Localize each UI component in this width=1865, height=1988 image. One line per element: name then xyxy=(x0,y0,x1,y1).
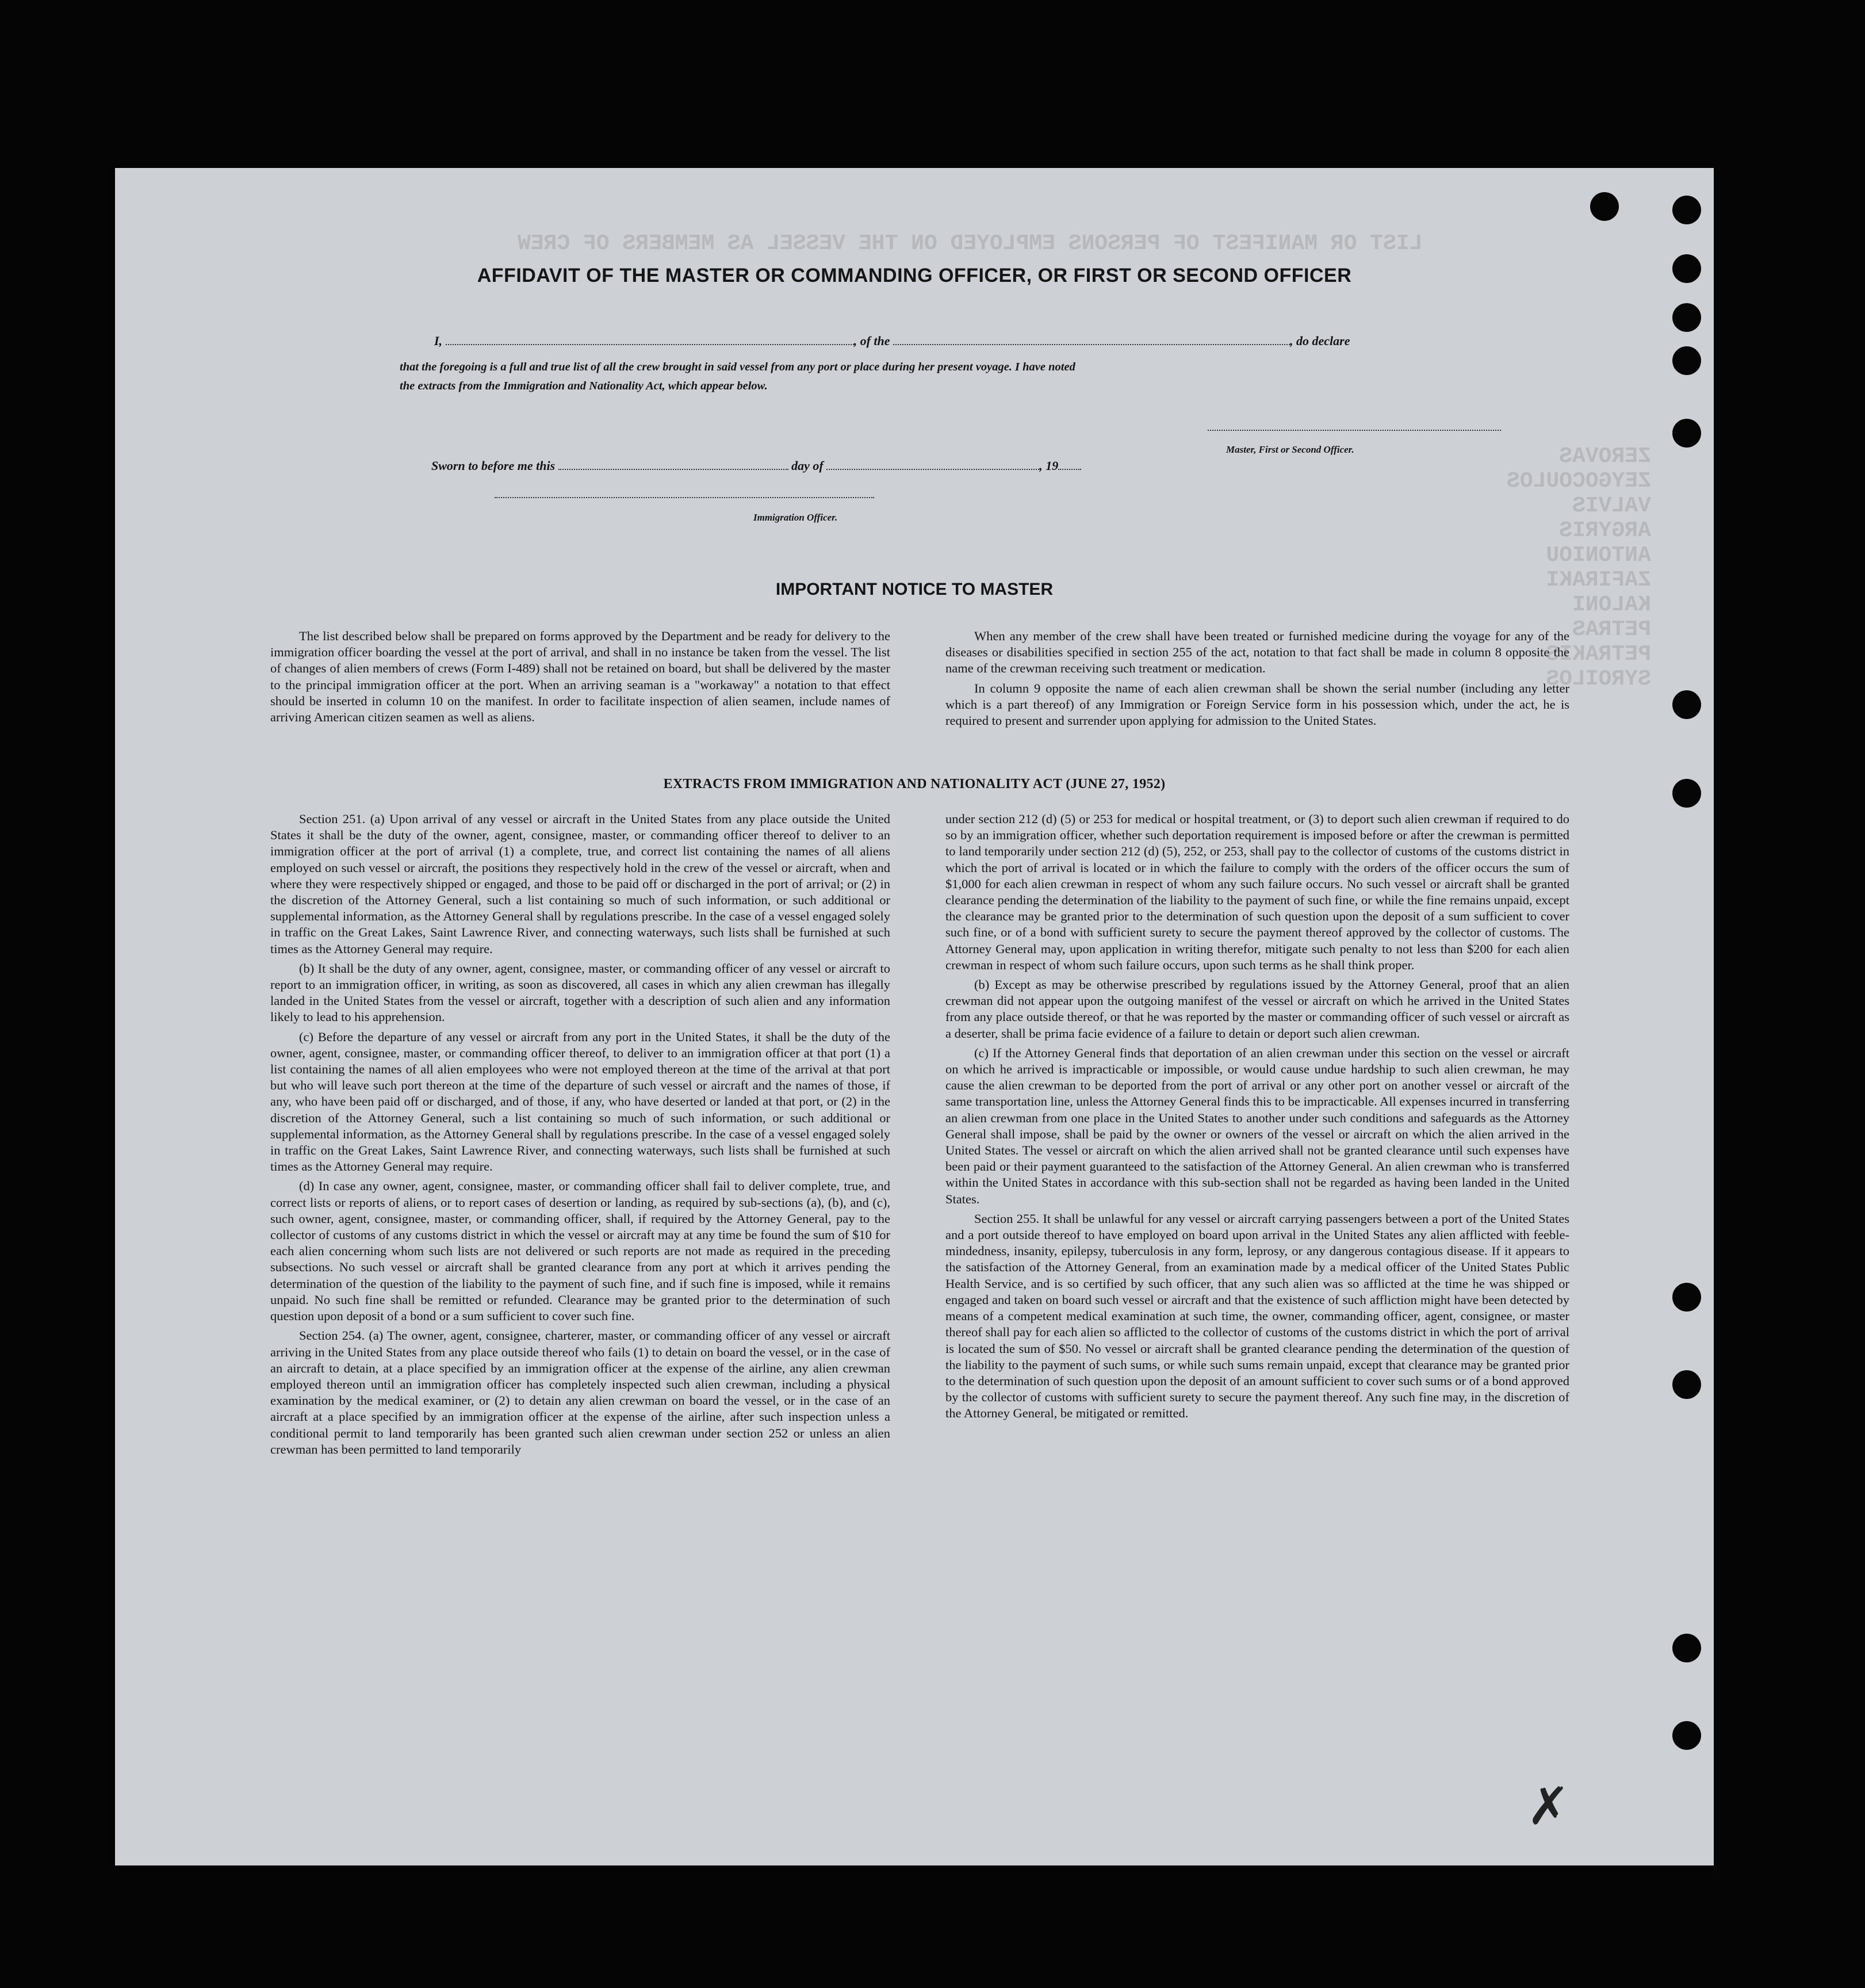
section-251-b: (b) It shall be the duty of any owner, agent, consignee, master, or commanding officer of any vessel or aircraft to report to an immigration officer, in writing, as soon as discovered, all cases in which any alien crewman has illegally landed in the United States from the vessel or aircraft, together with a description of such alien and any information likely to lead to his apprehension. xyxy=(270,961,890,1024)
section-255: Section 255. It shall be unlawful for any vessel or aircraft carrying passengers between a port of the United States and a port outside thereof to have employed on board upon arrival in the United States any alien afflicted with feeble-mindedness, insanity, epilepsy, tuberculosis in any form, leprosy, or any dangerous contagious disease. If it appears to the satisfaction of the Attorney General, from an examination made by a medical officer of the United States Public Health Service, and is so certified by such officer, that any such alien was so afflicted at the time he was shipped or engaged and taken on board such vessel or aircraft and that the existence of such affliction might have been detected by means of a competent medical examination at such time, the owner, commanding officer, agent, consignee, or master thereof shall pay for each alien so afflicted to the collector of customs of the customs district in which the port of arrival is located the sum of $50. No vessel or aircraft shall be granted clearance pending the determination of the question of the liability to the payment of such sums, or while such sums remain unpaid, except that clearance may be granted prior to the determination of such question upon the deposit of an amount sufficient to cover such sums or of a bond approved by the collector of customs with sufficient surety to secure the payment thereof. Any such fine may, in the discretion of the Attorney General, be mitigated or remitted. xyxy=(945,1211,1569,1421)
declaration-i-label: I, xyxy=(434,334,443,348)
punch-hole xyxy=(1590,192,1619,221)
declarant-name-blank xyxy=(446,344,854,345)
extracts-left-column xyxy=(270,811,890,1461)
notice-right-paragraph-2: In column 9 opposite the name of each alien crewman shall be shown the serial number (including any letter which is a part thereof) of any Immigration or Foreign Service form in his possession which, under the act, he is required to present and surrender upon applying for admission to the United States. xyxy=(945,680,1569,728)
punch-hole xyxy=(1672,303,1701,332)
punch-hole xyxy=(1672,1634,1701,1662)
section-254-a: Section 254. (a) The owner, agent, consignee, charterer, master, or commanding officer of any vessel or aircraft arriving in the United States from any place outside thereof who fails (1) to detain on board the vessel, or in the case of an aircraft to detain, at a place specified by an immigration officer at the expense of the airline, any alien crewman employed thereon until an immigration officer has completely inspected such alien crewman, including a physical examination by the medical examiner, or (2) to detain any alien crewman on board the vessel, or in the case of an aircraft at a place specified by an immigration officer at the expense of the airline, after such inspection unless a conditional permit to land temporarily has been granted such alien crewman under section 252 or unless an alien crewman has been permitted to land temporarily xyxy=(270,1328,890,1456)
section-254-c: (c) If the Attorney General finds that deportation of an alien crewman under this section on the vessel or aircraft on which he arrived is impracticable or impossible, or would cause undue hardship to such alien crewman, he may cause the alien crewman to be deported from the port of arrival or any other port on another vessel or aircraft of the same transportation line, unless the Attorney General finds this to be impracticable. All expenses incurred in transferring an alien crewman from one place in the United States to another under such conditions and safeguards as the Attorney General shall impose, shall be paid by the owner or owners of the vessel or aircraft on which the alien arrived in the United States. The vessel or aircraft on which the alien arrived shall not be granted clearance until such expenses have been paid or their payment guaranteed to the satisfaction of the Attorney General. An alien crewman who is transferred within the United States in accordance with this sub-section shall not be regarded as having been landed in the United States. xyxy=(945,1045,1569,1206)
sworn-year-label: , 19 xyxy=(1039,458,1059,473)
do-declare-label: , do declare xyxy=(1290,334,1350,348)
bleed-through-column: ZEROVAS ZEYGOCOULOS VALVIS ARGYRIS ANTONIOU ZAFIRAKI KALONI PETRAS PETRAKIS SYROILOS xyxy=(1507,444,1651,691)
vessel-name-blank xyxy=(893,344,1290,345)
declaration-line-2: that the foregoing is a full and true list of all the crew brought in said vessel from any port or place during her present voyage. I have noted xyxy=(400,361,1075,373)
notice-left-paragraph: The list described below shall be prepared on forms approved by the Department and be ready for delivery to the immigration officer boarding the vessel at the port of arrival, and shall in no instance be taken from the vessel. The list of changes of alien members of crews (Form I-489) shall not be retained on board, but shall be delivered by the master to the principal immigration officer at the port. When an arriving seaman is a "workaway" a notation to that effect should be inserted in column 10 on the manifest. In order to facilitate inspection of alien seamen, include names of arriving American citizen seamen as well as aliens. xyxy=(270,629,890,725)
document-page xyxy=(115,168,1714,1865)
sworn-line xyxy=(431,458,1081,473)
extracts-right-column xyxy=(945,811,1569,1425)
master-signature-line xyxy=(1208,430,1501,431)
sworn-day-blank xyxy=(558,469,788,470)
section-251-c: (c) Before the departure of any vessel or aircraft from any port in the United States, it shall be the duty of the owner, agent, consignee, master, or commanding officer thereof, to deliver to an immigration officer at that port (1) a list containing the names of all alien employees who were not employed thereon at the time of the arrival at that port but who will leave such port thereon at the time of the departure of such vessel or aircraft and the names of those, if any, who have been paid off or discharged, and of those, if any, who have deserted or landed at that port, or (2) in the discretion of the Attorney General, such a list containing so much of such information, or such additional or supplemental information, as the Attorney General shall by regulations prescribe. In the case of a vessel engaged solely in traffic on the Great Lakes, Saint Lawrence River, and connecting waterways, such lists shall be furnished at such times as the Attorney General may require. xyxy=(270,1029,890,1174)
sworn-year-blank xyxy=(1058,469,1081,470)
punch-hole xyxy=(1672,346,1701,375)
punch-hole xyxy=(1672,1370,1701,1399)
punch-hole xyxy=(1672,690,1701,719)
punch-hole xyxy=(1672,1283,1701,1312)
notice-title: IMPORTANT NOTICE TO MASTER xyxy=(775,580,1054,599)
bleed-through-header: LIST OR MANIFEST OF PERSONS EMPLOYED ON THE VESSEL AS MEMBERS OF CREW xyxy=(518,231,1423,256)
extracts-title: EXTRACTS FROM IMMIGRATION AND NATIONALITY ACT (JUNE 27, 1952) xyxy=(663,777,1166,792)
handwritten-check-mark: ✗ xyxy=(1526,1776,1570,1837)
sworn-month-blank xyxy=(826,469,1039,470)
punch-hole xyxy=(1672,196,1701,224)
section-251-a: Section 251. (a) Upon arrival of any vessel or aircraft in the United States from any place outside the United States it shall be the duty of the owner, agent, consignee, master, or commanding officer thereof to deliver to an immigration officer at the port of arrival (1) a complete, true, and correct list containing the names of all aliens employed on such vessel or aircraft, the positions they respectively hold in the crew of the vessel or aircraft, when and where they were respectively shipped or engaged, and those to be paid off or discharged in the port of arrival; or (2) in the discretion of the Attorney General, such a list containing so much of such information, or such additional or supplemental information, as the Attorney General shall by regulations prescribe. In the case of a vessel engaged solely in traffic on the Great Lakes, Saint Lawrence River, and connecting waterways, such lists shall be furnished at such times as the Attorney General may require. xyxy=(270,812,890,956)
master-label: Master, First or Second Officer. xyxy=(1226,444,1354,455)
notice-left-column xyxy=(270,628,890,729)
sworn-label: Sworn to before me this xyxy=(431,458,556,473)
punch-hole xyxy=(1672,1721,1701,1750)
section-254-b: (b) Except as may be otherwise prescribed by regulations issued by the Attorney General, proof that an alien crewman did not appear upon the outgoing manifest of the vessel or aircraft on which he arrived in the United States from any place outside thereof, or that he was reported by the master or commanding officer of such vessel or aircraft as a deserter, shall be prima facie evidence of a failure to detain or deport such alien crewman. xyxy=(945,977,1569,1041)
section-251-d: (d) In case any owner, agent, consignee, master, or commanding officer shall fail to deliver complete, true, and correct lists or reports of aliens, or to report cases of desertion or landing, as required by sub-sections (a), (b), and (c), such owner, agent, consignee, master, or commanding officer, shall, if required by the Attorney General, pay to the collector of customs of any customs district in which the vessel or aircraft may at any time be found the sum of $10 for each alien concerning whom such lists are not delivered or such reports are not made as required in the preceding subsections. No such vessel or aircraft shall be granted clearance from any port at which it arrives pending the determination of the question of the liability to the payment of such fine, and if such fine is imposed, while it remains unpaid. No such fine shall be remitted or refunded. Clearance may be granted prior to the determination of such question upon deposit of a bond or a sum sufficient to cover such fine. xyxy=(270,1179,890,1324)
notice-right-paragraph-1: When any member of the crew shall have been treated or furnished medicine during the voyage for any of the diseases or disabilities specified in section 255 of the act, notation to that fact shall be made in column 8 opposite the name of the crewman receiving such treatment or medication. xyxy=(945,629,1569,676)
declaration-line-3: the extracts from the Immigration and Nationality Act, which appear below. xyxy=(400,380,768,392)
day-of-label: day of xyxy=(791,458,824,473)
section-254-a-continued: under section 212 (d) (5) or 253 for medical or hospital treatment, or (3) to deport such alien crewman if required to do so by an immigration officer, whether such deportation requirement is imposed before or after the crewman is permitted to land temporarily under section 212 (d) (5), 252, or 253, shall pay to the collector of customs of the customs district in which the port of arrival is located or in which the failure to comply with the orders of the officer occurs the sum of $1,000 for each alien crewman in respect of whom any such failure occurs. No such vessel or aircraft shall be granted clearance pending the determination of the liability to the payment of such fine, or while the fine remains unpaid, except the clearance may be granted prior to the determination of such question upon the deposit of a sum sufficient to cover such fine, or of a bond with sufficient surety to secure the payment thereof approved by the collector of customs. The Attorney General may, upon application in writing therefor, mitigate such penalty to not less than $200 for each alien crewman in respect of whom such failure occurs, upon such terms as he shall think proper. xyxy=(945,812,1569,972)
of-the-label: , of the xyxy=(853,334,890,348)
punch-hole xyxy=(1672,419,1701,448)
immigration-officer-label: Immigration Officer. xyxy=(753,512,838,523)
declaration-line-1 xyxy=(434,334,1350,349)
notice-right-column xyxy=(945,628,1569,732)
immigration-officer-signature-line xyxy=(495,497,874,498)
affidavit-title: AFFIDAVIT OF THE MASTER OR COMMANDING OFFICER, OR FIRST OR SECOND OFFICER xyxy=(477,265,1352,286)
